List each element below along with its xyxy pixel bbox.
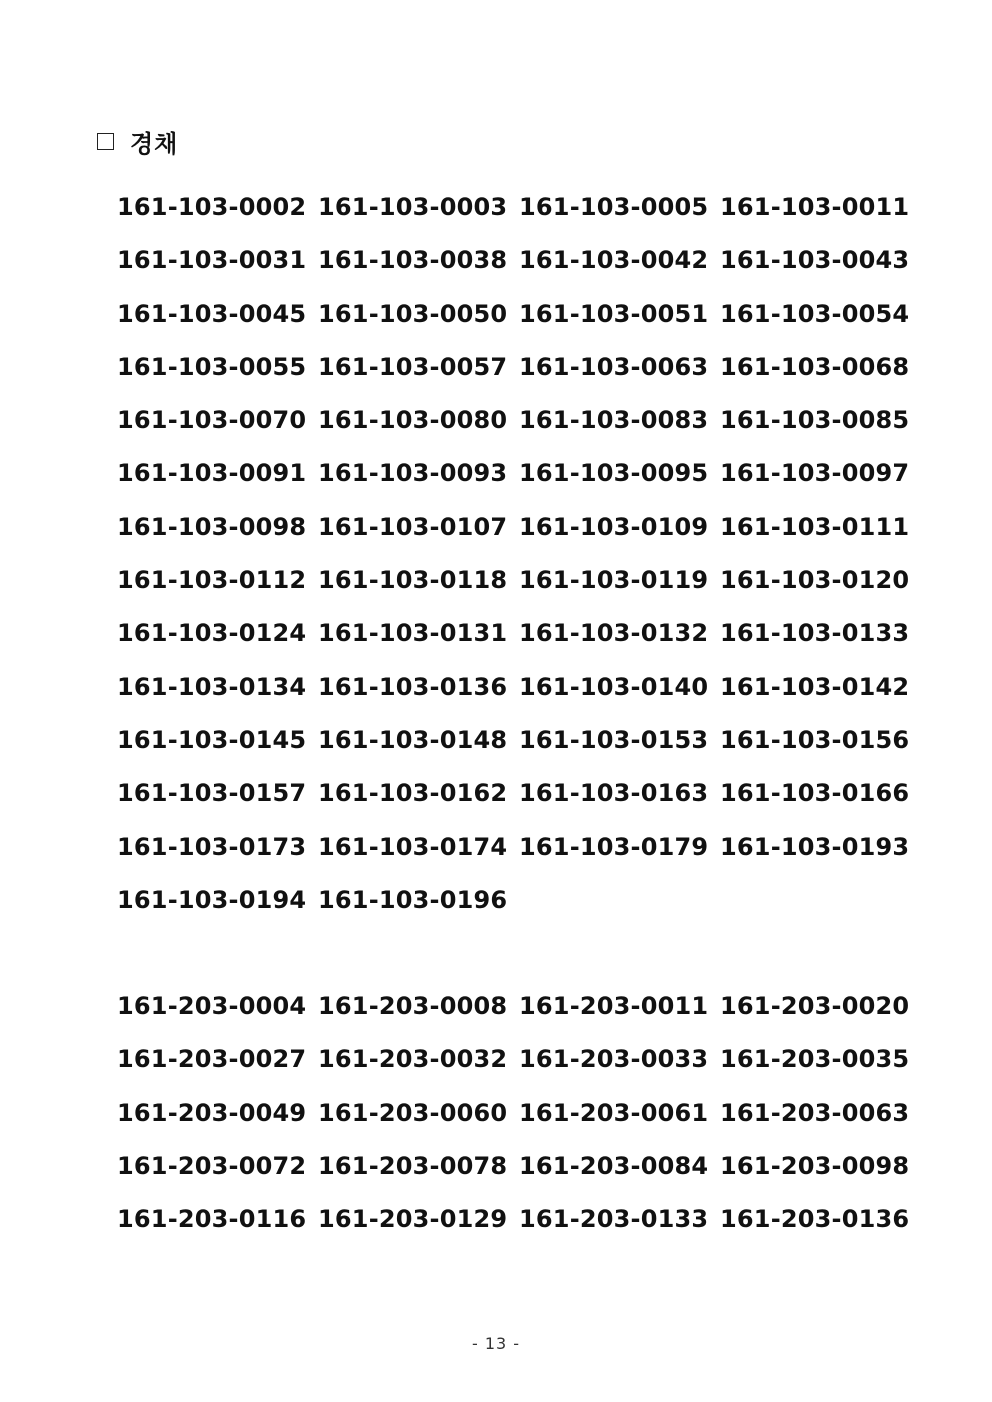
code-item: 161-103-0148 (318, 725, 508, 754)
code-list-group-203 (117, 991, 921, 1257)
code-item: 161-103-0050 (318, 299, 508, 328)
code-item: 161-203-0008 (318, 992, 508, 1020)
code-item: 161-103-0166 (720, 779, 910, 808)
code-item: 161-103-0156 (720, 725, 910, 754)
code-item: 161-103-0112 (117, 566, 307, 595)
code-item: 161-103-0093 (318, 459, 508, 488)
code-item: 161-103-0120 (720, 566, 910, 595)
code-item: 161-103-0173 (117, 832, 307, 861)
code-item: 161-203-0027 (117, 1045, 307, 1074)
code-item: 161-103-0051 (519, 299, 709, 328)
code-item: 161-103-0153 (519, 725, 709, 754)
code-item: 161-103-0194 (117, 885, 307, 914)
code-item: 161-203-0011 (519, 992, 709, 1020)
code-item: 161-103-0038 (318, 246, 508, 275)
code-item: 161-203-0133 (519, 1205, 709, 1234)
code-item: 161-203-0032 (318, 1045, 508, 1074)
code-item: 161-203-0136 (720, 1205, 910, 1234)
code-item: 161-203-0035 (720, 1045, 910, 1074)
code-item: 161-103-0011 (720, 193, 910, 221)
code-item: 161-103-0042 (519, 246, 709, 275)
code-item: 161-103-0193 (720, 832, 910, 861)
code-item: 161-103-0083 (519, 406, 709, 435)
code-item: 161-203-0129 (318, 1205, 508, 1234)
code-item: 161-103-0109 (519, 512, 709, 541)
code-item: 161-103-0098 (117, 512, 307, 541)
code-item: 161-103-0145 (117, 725, 307, 754)
code-item: 161-103-0132 (519, 619, 709, 648)
code-item: 161-203-0004 (117, 992, 307, 1020)
code-item: 161-103-0031 (117, 246, 307, 275)
code-item: 161-103-0002 (117, 193, 307, 221)
code-item: 161-203-0020 (720, 992, 910, 1020)
code-item: 161-103-0134 (117, 672, 307, 701)
code-item: 161-103-0140 (519, 672, 709, 701)
code-item: 161-203-0049 (117, 1098, 307, 1127)
section-heading (97, 124, 178, 158)
code-item: 161-203-0116 (117, 1205, 307, 1234)
page-number: - 13 - (471, 1334, 521, 1353)
code-item: 161-103-0045 (117, 299, 307, 328)
code-item: 161-103-0080 (318, 406, 508, 435)
code-item: 161-103-0063 (519, 352, 709, 381)
code-item: 161-103-0119 (519, 566, 709, 595)
code-item: 161-103-0068 (720, 352, 910, 381)
code-item: 161-103-0133 (720, 619, 910, 648)
code-item: 161-103-0091 (117, 459, 307, 488)
code-item: 161-103-0107 (318, 512, 508, 541)
code-item: 161-203-0060 (318, 1098, 508, 1127)
code-item: 161-103-0118 (318, 566, 508, 595)
code-item: 161-103-0070 (117, 406, 307, 435)
code-item: 161-103-0095 (519, 459, 709, 488)
code-item: 161-103-0136 (318, 672, 508, 701)
code-item: 161-103-0163 (519, 779, 709, 808)
code-item: 161-103-0085 (720, 406, 910, 435)
code-item: 161-203-0078 (318, 1151, 508, 1180)
code-item: 161-103-0005 (519, 193, 709, 221)
code-item: 161-203-0084 (519, 1151, 709, 1180)
code-item: 161-203-0063 (720, 1098, 910, 1127)
code-item: 161-203-0098 (720, 1151, 910, 1180)
code-item: 161-103-0196 (318, 885, 508, 914)
code-item: 161-203-0033 (519, 1045, 709, 1074)
empty-square-icon (97, 133, 114, 150)
code-list-group-103 (117, 192, 921, 938)
code-item: 161-103-0157 (117, 779, 307, 808)
code-item: 161-103-0131 (318, 619, 508, 648)
code-item: 161-103-0174 (318, 832, 508, 861)
code-item: 161-103-0111 (720, 512, 910, 541)
section-title: 경채 (130, 129, 179, 158)
code-item: 161-103-0124 (117, 619, 307, 648)
code-item: 161-103-0003 (318, 193, 508, 221)
code-item: 161-203-0072 (117, 1151, 307, 1180)
code-item: 161-103-0097 (720, 459, 910, 488)
code-item: 161-103-0179 (519, 832, 709, 861)
code-item: 161-103-0054 (720, 299, 910, 328)
code-item: 161-103-0142 (720, 672, 910, 701)
code-item: 161-103-0162 (318, 779, 508, 808)
code-item: 161-103-0057 (318, 352, 508, 381)
code-item: 161-103-0043 (720, 246, 910, 275)
code-item: 161-203-0061 (519, 1098, 709, 1127)
code-item: 161-103-0055 (117, 352, 307, 381)
